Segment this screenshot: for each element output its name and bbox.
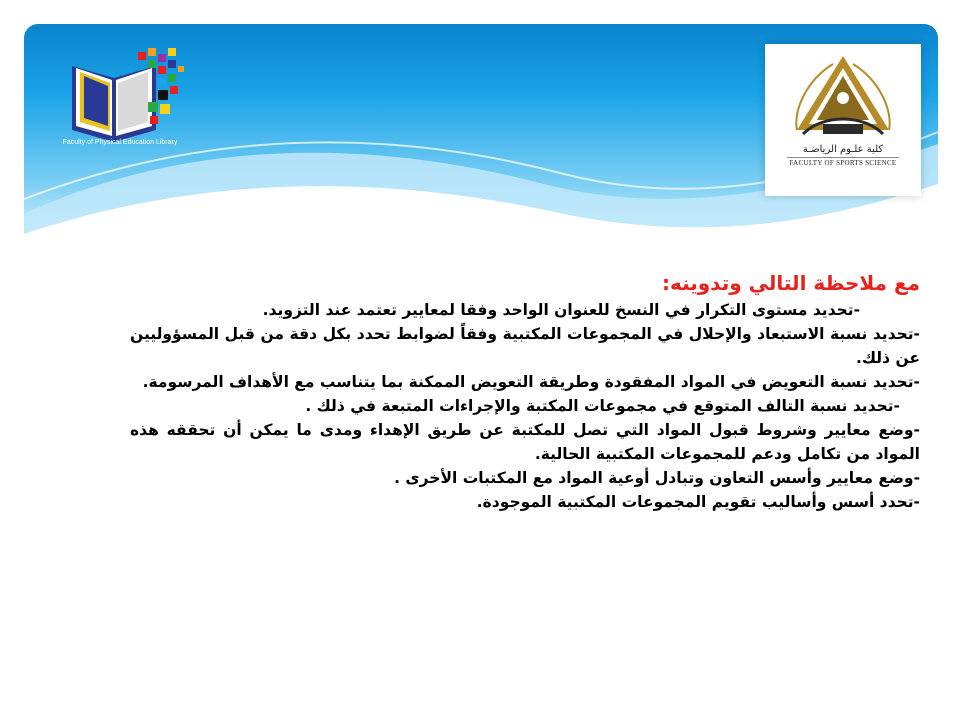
content-body <box>130 268 920 514</box>
faculty-name-english: FACULTY OF SPORTS SCIENCE <box>789 159 897 167</box>
list-item: -وضع معايير وشروط قبول المواد التي تصل للمكتبة عن طريق الإهداء ومدى ما يمكن أن تحققه هذه المواد من تكامل ودعم للمجموعات المكتبية الحالية. <box>130 421 920 463</box>
list-item: -تحديد مستوى التكرار في النسخ للعنوان الواحد وفقا لمعايير تعتمد عند التزويد. <box>262 301 860 319</box>
list-item: -تحديد نسبة التالف المتوقع في مجموعات المكتبة والإجراءات المتبعة في ذلك . <box>305 397 900 415</box>
library-logo-caption: Faculty of Physical Education Library <box>62 139 178 146</box>
book-icon <box>44 46 194 154</box>
faculty-logo <box>765 44 921 196</box>
logo-divider <box>787 157 899 158</box>
list-item: -تحدد أسس وأساليب تقويم المجموعات المكتبية الموجودة. <box>476 493 920 511</box>
list-item: -تحديد نسبة الاستبعاد والإحلال في المجموعات المكتبية وفقاً لضوابط تحدد بكل دقة من قبل المسؤوليين عن ذلك. <box>130 325 920 367</box>
list-item: -تحديد نسبة التعويض في المواد المفقودة وطريقة التعويض الممكنة بما يتناسب مع الأهداف المرسومة. <box>142 373 920 391</box>
library-logo <box>44 46 194 154</box>
list-item: -وضع معايير وأسس التعاون وتبادل أوعية المواد مع المكتبات الأخرى . <box>394 469 920 487</box>
university-seal-icon <box>783 50 903 144</box>
content-title: مع ملاحظة التالي وتدوينه: <box>661 271 920 295</box>
faculty-name-arabic: كلية علـوم الرياضـة <box>802 144 884 155</box>
